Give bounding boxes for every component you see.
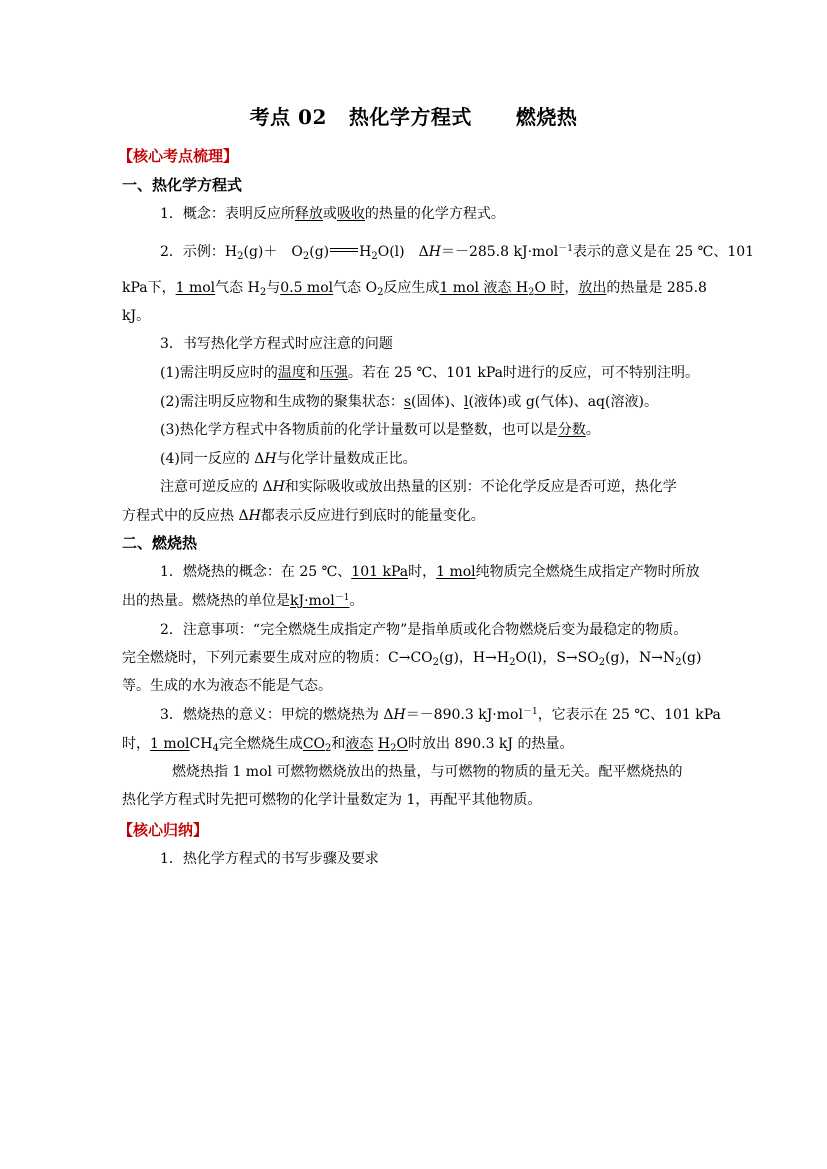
- heading-combustion-heat: 二、燃烧热: [122, 534, 198, 552]
- note-3: (3)热化学方程式中各物质前的化学计量数可以是整数，也可以是分数。: [160, 422, 600, 438]
- combustion-note-line-3: 等。生成的水为液态不能是气态。: [122, 678, 332, 694]
- example-line-2: kPa下，1 mol气态 $H_2$与0.5 mol气态 $O_2$反应生成1 mol 液态 $H_2O$ 时，放出的热量是 285.8: [122, 280, 707, 298]
- combustion-note-line-2: 完全燃烧时，下列元素要生成对应的物质：$C\to CO_2(g)$，$H\to H_2O(l)$，$S\to SO_2(g)$，$N\to N_2(g)$: [122, 650, 702, 668]
- combustion-meaning-line-2: 时，1 molCH$_4$完全燃烧生成$CO_2$和液态 $H_2O$时放出 890.3 kJ 的热量。: [122, 736, 574, 754]
- caution-line-1: 注意可逆反应的 ΔH和实际吸收或放出热量的区别：不论化学反应是否可逆，热化学: [160, 479, 677, 495]
- tip-line-1: 燃烧热指 1 mol 可燃物燃烧放出的热量，与可燃物的物质的量无关。配平燃烧热的: [172, 764, 683, 780]
- notes-heading: 3．书写热化学方程式时应注意的问题: [160, 336, 393, 352]
- note-1: (1)需注明反应时的温度和压强。若在 25 ℃、101 kPa时进行的反应，可不特别注明。: [160, 365, 700, 381]
- note-4: (4)同一反应的 ΔH与化学计量数成正比。: [160, 451, 417, 467]
- combustion-concept-line-1: 1．燃烧热的概念：在 25 ℃、101 kPa时，1 mol纯物质完全燃烧生成指定产物时所放: [160, 564, 700, 580]
- summary-item-1: 1．热化学方程式的书写步骤及要求: [160, 851, 379, 867]
- equals-sign-icon: [330, 248, 358, 252]
- note-2: (2)需注明反应物和生成物的聚集状态：s(固体)、l(液体)或 g(气体)、aq(溶液)。: [160, 394, 658, 410]
- caution-line-2: 方程式中的反应热 ΔH都表示反应进行到底时的能量变化。: [122, 508, 485, 524]
- combustion-meaning-line-1: 3．燃烧热的意义：甲烷的燃烧热为 ΔH＝－890.3 kJ·mol$^{-1}$，它表示在 25 ℃、101 kPa: [160, 707, 721, 723]
- section-header-core-points: 【核心考点梳理】: [118, 147, 239, 165]
- tip-line-2: 热化学方程式时先把可燃物的化学计量数定为 1，再配平其他物质。: [122, 792, 542, 808]
- example-line-3: kJ。: [122, 308, 151, 324]
- combustion-note-line-1: 2．注意事项：“完全燃烧生成指定产物”是指单质或化合物燃烧后变为最稳定的物质。: [160, 622, 688, 638]
- combustion-concept-line-2: 出的热量。燃烧热的单位是kJ·mol$^{-1}$。: [122, 593, 364, 609]
- heading-thermochemical-equation: 一、热化学方程式: [122, 176, 243, 194]
- concept-line: 1．概念：表明反应所释放或吸收的热量的化学方程式。: [160, 206, 505, 222]
- page-title: 考点 02 热化学方程式 燃烧热: [249, 105, 578, 129]
- section-header-core-summary: 【核心归纳】: [118, 821, 209, 839]
- example-line-1: 2．示例：$H_2(g)+$ $O_2(g)$ $H_2O(l)$ ΔH＝－285.8 kJ·mol$^{-1}$表示的意义是在 25 ℃、101: [160, 244, 755, 262]
